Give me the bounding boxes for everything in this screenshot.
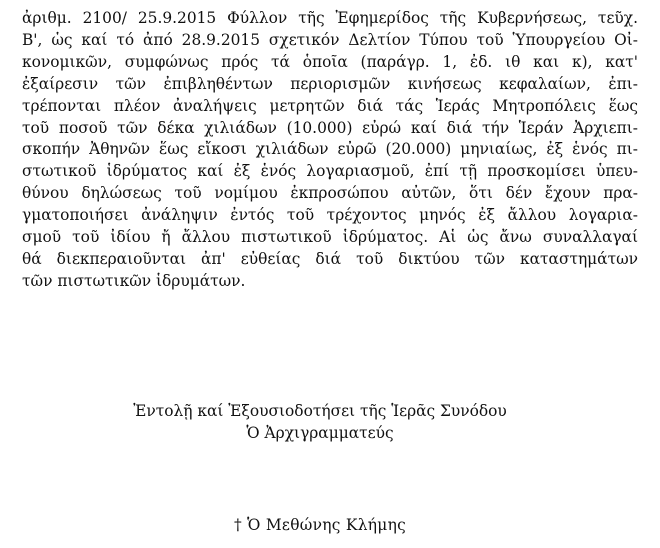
text-line: σκοπήν Ἀθηνῶν ἕως εἴκοσι χιλιάδων εὐρῶ (20.000) μηνιαίως, ἐξ ἑνός πι- bbox=[22, 140, 638, 159]
body-paragraph bbox=[22, 8, 638, 293]
closing-block bbox=[0, 400, 640, 444]
closing-title: Ὁ Ἀρχιγραμματεύς bbox=[246, 424, 394, 442]
text-line: σμοῦ τοῦ ἰδίου ἤ ἄλλου πιστωτικοῦ ἱδρύματος. Αἱ ὡς ἄνω συναλλαγαί bbox=[22, 228, 638, 247]
text-line: ἐξαίρεσιν τῶν ἐπιβληθέντων περιορισμῶν κινήσεως κεφαλαίων, ἐπι- bbox=[22, 74, 638, 93]
text-line: τοῦ ποσοῦ τῶν δέκα χιλιάδων (10.000) εὐρώ καί διά τήν Ἱεράν Ἀρχιεπι- bbox=[22, 118, 638, 137]
document-body bbox=[22, 8, 638, 293]
text-line: τρέπονται πλέον ἀναλήψεις μετρητῶν διά τάς Ἱεράς Μητροπόλεις ἕως bbox=[22, 96, 638, 115]
text-line: τῶν πιστωτικῶν ἱδρυμάτων. bbox=[22, 271, 246, 290]
text-line: γματοποιήσει ἀνάληψιν ἐντός τοῦ τρέχοντος μηνός ἐξ ἄλλου λογαρια- bbox=[22, 206, 638, 225]
text-line: ἀριθμ. 2100/ 25.9.2015 Φύλλον τῆς Ἐφημερίδος τῆς Κυβερνήσεως, τεῦχ. bbox=[22, 9, 638, 27]
text-line: Β', ὡς καί τό ἀπό 28.9.2015 σχετικόν Δελτίον Τύπου τοῦ Ὑπουργείου Οἰ- bbox=[22, 30, 638, 49]
text-line: κονομικῶν, συμφώνως πρός τά ὁποῖα (παράγρ. 1, ἐδ. ιθ και κ), κατ' bbox=[22, 52, 638, 71]
text-line: στωτικοῦ ἱδρύματος καί ἐξ ἑνός λογαριασμοῦ, ἐπί τῇ προσκομίσει ὑπευ- bbox=[22, 162, 638, 181]
text-line: θά διεκπεραιοῦνται ἀπ' εὐθείας διά τοῦ δικτύου τῶν καταστημάτων bbox=[22, 249, 638, 268]
signature-line: † Ὁ Μεθώνης Κλήμης bbox=[233, 516, 407, 534]
closing-authority: Ἐντολῇ καί Ἐξουσιοδοτήσει τῆς Ἱερᾶς Συνόδου bbox=[133, 402, 507, 420]
text-line: θύνου δηλώσεως τοῦ νομίμου ἐκπροσώπου αὐτῶν, ὅτι δέν ἔχουν πρα- bbox=[22, 184, 638, 203]
